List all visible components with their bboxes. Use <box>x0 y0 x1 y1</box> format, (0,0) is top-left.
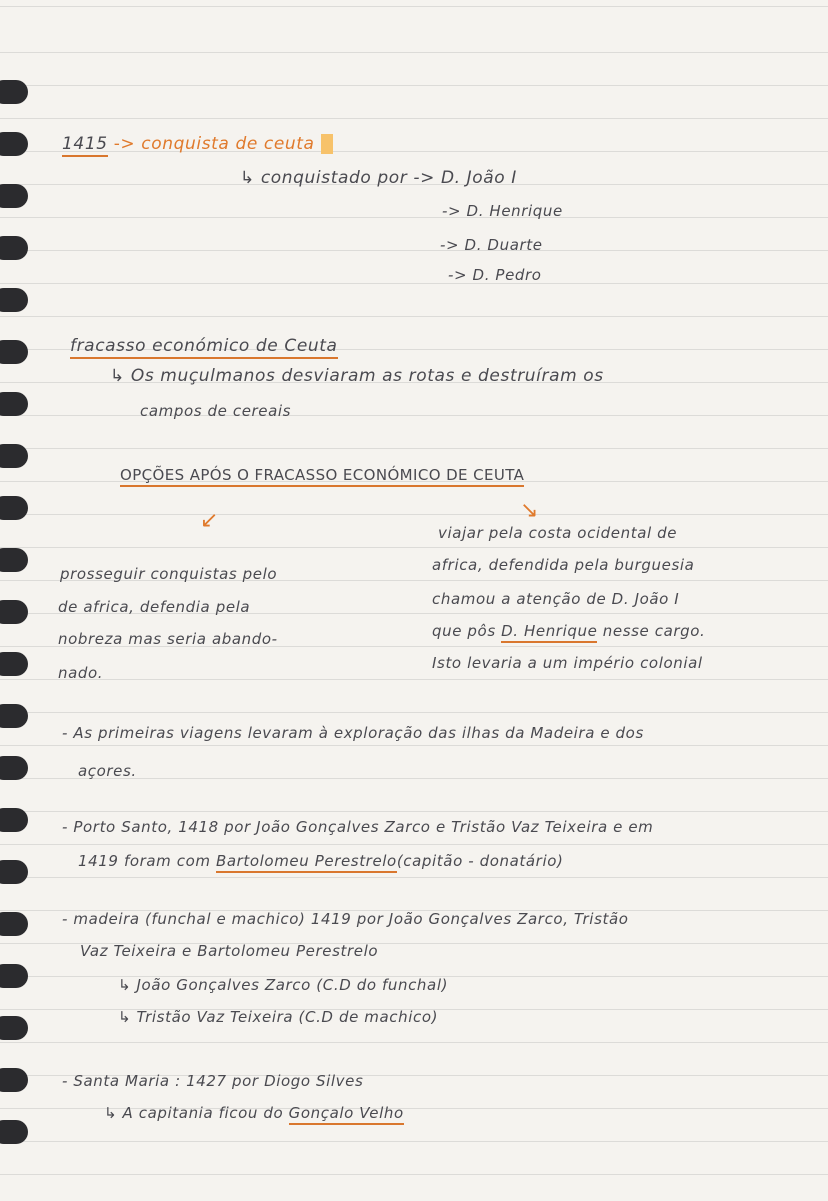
binder-hole <box>0 704 28 728</box>
right-col-line <box>432 622 705 640</box>
year-1415: 1415 <box>62 134 108 157</box>
highlight-mark <box>321 134 333 154</box>
right-col-text: que pôs <box>432 622 502 640</box>
line-primeiras-viagens: - As primeiras viagens levaram à exploração das ilhas da Madeira e dos <box>62 724 644 742</box>
heading-opcoes <box>120 466 524 484</box>
list-item-pedro: -> D. Pedro <box>448 266 542 284</box>
arrow-right: ↘ <box>520 498 540 523</box>
binder-hole <box>0 860 28 884</box>
right-col-line: Isto levaria a um império colonial <box>432 654 703 672</box>
line-muculmanos: ↳ Os muçulmanos desviaram as rotas e destruíram os <box>110 366 604 386</box>
line-1419-text: (capitão - donatário) <box>396 852 564 870</box>
line-madeira: - madeira (funchal e machico) 1419 por João Gonçalves Zarco, Tristão <box>62 910 629 928</box>
heading-fracasso-text: fracasso económico de Ceuta <box>70 336 338 359</box>
heading-opcoes-text: OPÇÕES APÓS O FRACASSO ECONÓMICO DE CEUTA <box>120 466 524 487</box>
name-henrique: D. Henrique <box>501 622 597 643</box>
binder-hole <box>0 392 28 416</box>
binder-hole <box>0 496 28 520</box>
line-vaz-teixeira: Vaz Teixeira e Bartolomeu Perestrelo <box>80 942 379 960</box>
binder-hole <box>0 236 28 260</box>
right-col-line: viajar pela costa ocidental de <box>438 524 678 542</box>
line-1419-text: 1419 foram com <box>78 852 216 870</box>
heading-fracasso <box>70 336 338 356</box>
line-porto-santo: - Porto Santo, 1418 por João Gonçalves Zarco e Tristão Vaz Teixeira e em <box>62 818 654 836</box>
list-item-henrique: -> D. Henrique <box>442 202 563 220</box>
binder-hole <box>0 132 28 156</box>
arrow-left: ↙ <box>200 508 220 533</box>
binder-hole <box>0 652 28 676</box>
conquest-title: conquista de ceuta <box>141 134 315 154</box>
line-capitania-text: ↳ A capitania ficou do <box>104 1104 289 1122</box>
left-col-line: nobreza mas seria abando- <box>58 630 278 648</box>
line-acores: açores. <box>78 762 137 780</box>
binder-hole <box>0 1016 28 1040</box>
line-capitania <box>104 1104 404 1122</box>
binder-hole <box>0 600 28 624</box>
arrow: -> <box>113 134 136 154</box>
line-1419 <box>78 852 563 870</box>
binder-hole <box>0 1120 28 1144</box>
binder-hole <box>0 184 28 208</box>
right-col-line: africa, defendida pela burguesia <box>432 556 695 574</box>
binder-hole <box>0 1068 28 1092</box>
name-goncalo-velho: Gonçalo Velho <box>289 1104 404 1125</box>
list-item-duarte: -> D. Duarte <box>440 236 543 254</box>
line-campos: campos de cereais <box>140 402 292 420</box>
left-col-line: prosseguir conquistas pelo <box>60 565 278 583</box>
binder-hole <box>0 340 28 364</box>
left-col-line: nado. <box>58 664 104 682</box>
left-col-line: de africa, defendia pela <box>58 598 251 616</box>
right-col-text: nesse cargo. <box>597 622 706 640</box>
binder-hole <box>0 444 28 468</box>
line-zarco-funchal: ↳ João Gonçalves Zarco (C.D do funchal) <box>118 976 449 994</box>
conquered-by-line: ↳ conquistado por -> D. João I <box>240 168 517 188</box>
binder-hole <box>0 80 28 104</box>
binder-hole <box>0 808 28 832</box>
binder-hole <box>0 756 28 780</box>
binder-hole <box>0 912 28 936</box>
binder-hole <box>0 288 28 312</box>
binder-hole <box>0 964 28 988</box>
name-perestrelo: Bartolomeu Perestrelo <box>216 852 397 873</box>
line-santa-maria: - Santa Maria : 1427 por Diogo Silves <box>62 1072 364 1090</box>
line-tristao-machico: ↳ Tristão Vaz Teixeira (C.D de machico) <box>118 1008 439 1026</box>
line-ceuta-title <box>62 134 333 154</box>
right-col-line: chamou a atenção de D. João I <box>432 590 680 608</box>
binder-hole <box>0 548 28 572</box>
